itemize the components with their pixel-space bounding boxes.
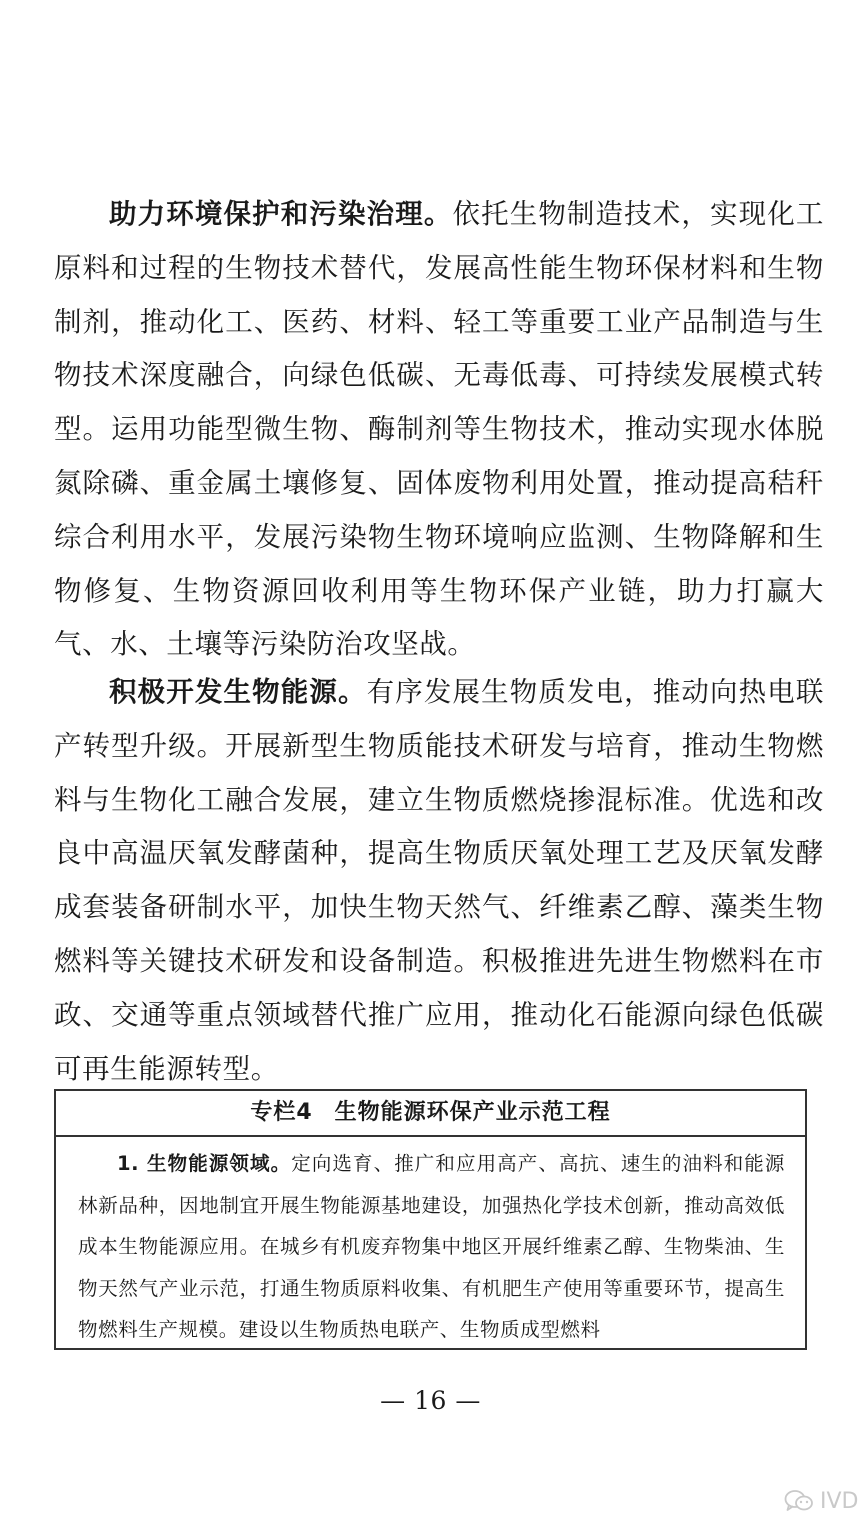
feature-box-heading: 生物能源环保产业示范工程	[334, 1100, 611, 1125]
paragraph-bioenergy	[54, 666, 824, 1096]
paragraph-text: 依托生物制造技术，实现化工原料和过程的生物技术替代，发展高性能生物环保材料和生物制剂，推动化工、医药、材料、轻工等重要工业产品制造与生物技术深度融合，向绿色低碳、无毒低毒、可持续发展模式转型。运用功能型微生物、酶制剂等生物技术，推动实现水体脱氮除磷、重金属土壤修复、固体废物利用处置，推动提高秸秆综合利用水平，发展污染物生物环境响应监测、生物降解和生物修复、生物资源回收利用等生物环保产业链，助力打赢大气、水、土壤等污染防治攻坚战。	[54, 198, 824, 661]
page-number: — 16 —	[380, 1386, 481, 1415]
paragraph-lead: 助力环境保护和污染治理。	[109, 198, 453, 230]
paragraph-lead: 积极开发生物能源。	[109, 676, 367, 708]
feature-box-number: 专栏4	[250, 1100, 313, 1125]
feature-box-title	[56, 1091, 805, 1137]
watermark-text: IVD	[820, 1488, 859, 1514]
paragraph-text: 有序发展生物质发电，推动向热电联产转型升级。开展新型生物质能技术研发与培育，推动生物燃料与生物化工融合发展，建立生物质燃烧掺混标准。优选和改良中高温厌氧发酵菌种，提高生物质厌氧处理工艺及厌氧发酵成套装备研制水平，加快生物天然气、纤维素乙醇、藻类生物燃料等关键技术研发和设备制造。积极推进先进生物燃料在市政、交通等重点领域替代推广应用，推动化石能源向绿色低碳可再生能源转型。	[54, 676, 824, 1085]
wechat-icon	[784, 1489, 814, 1513]
watermark	[784, 1484, 858, 1518]
paragraph-environment	[54, 188, 824, 672]
feature-item-text: 定向选育、推广和应用高产、高抗、速生的油料和能源林新品种，因地制宜开展生物能源基地建设，加强热化学技术创新，推动高效低成本生物能源应用。在城乡有机废弃物集中地区开展纤维素乙醇、生物柴油、生物天然气产业示范，打通生物质原料收集、有机肥生产使用等重要环节，提高生物燃料生产规模。建设以生物质热电联产、生物质成型燃料	[78, 1152, 786, 1341]
feature-box	[54, 1089, 807, 1350]
feature-box-body	[56, 1137, 805, 1351]
feature-item-lead: 1. 生物能源领域。	[117, 1152, 292, 1175]
